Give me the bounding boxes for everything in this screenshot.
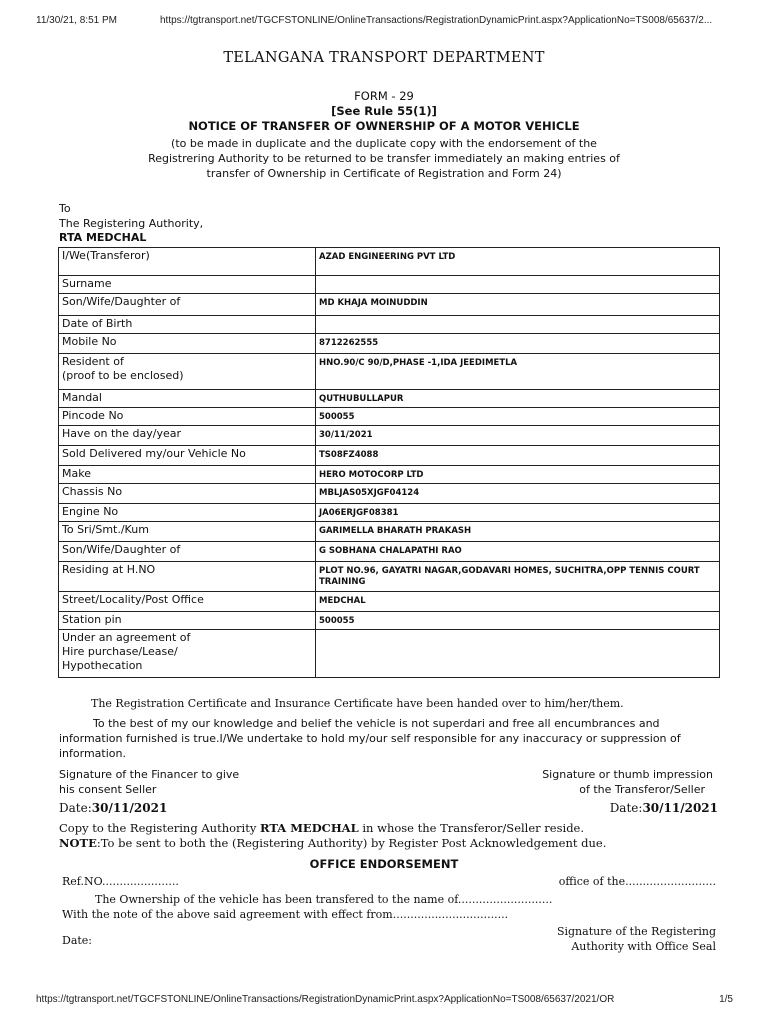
field-value: MD KHAJA MOINUDDIN bbox=[316, 294, 720, 316]
table-row bbox=[59, 504, 720, 522]
field-label: Make bbox=[59, 466, 316, 484]
endorsement-date: Date: bbox=[62, 934, 93, 947]
field-label: Sold Delivered my/our Vehicle No bbox=[59, 446, 316, 466]
financer-signature-label-1: Signature of the Financer to give bbox=[59, 768, 240, 781]
transferor-signature-label-2: of the Transferor/Seller bbox=[579, 783, 705, 796]
table-row bbox=[59, 334, 720, 354]
financer-date bbox=[59, 801, 167, 815]
field-value: JA06ERJGF08381 bbox=[316, 504, 720, 522]
field-label: Resident of (proof to be enclosed) bbox=[59, 354, 316, 390]
table-row bbox=[59, 354, 720, 390]
table-row bbox=[59, 390, 720, 408]
field-label: Have on the day/year bbox=[59, 426, 316, 446]
table-row bbox=[59, 630, 720, 678]
field-value: HNO.90/C 90/D,PHASE -1,IDA JEEDIMETLA bbox=[316, 354, 720, 390]
field-label: To Sri/Smt./Kum bbox=[59, 522, 316, 542]
field-label: Son/Wife/Daughter of bbox=[59, 294, 316, 316]
department-title: TELANGANA TRANSPORT DEPARTMENT bbox=[223, 50, 545, 66]
field-value: PLOT NO.96, GAYATRI NAGAR,GODAVARI HOMES, SUCHITRA,OPP TENNIS COURT TRAINING bbox=[316, 562, 720, 592]
page-number: 1/5 bbox=[719, 994, 733, 1005]
copy-to-line bbox=[59, 821, 584, 835]
table-row bbox=[59, 426, 720, 446]
instruction-line: transfer of Ownership in Certificate of Registration and Form 24) bbox=[206, 167, 562, 180]
transfer-details-table bbox=[58, 247, 720, 678]
table-row bbox=[59, 294, 720, 316]
field-label: Station pin bbox=[59, 612, 316, 630]
table-row bbox=[59, 484, 720, 504]
field-label: Surname bbox=[59, 276, 316, 294]
table-row bbox=[59, 562, 720, 592]
instruction-line: (to be made in duplicate and the duplicate copy with the endorsement of the bbox=[171, 137, 597, 150]
table-row bbox=[59, 542, 720, 562]
form-number: FORM - 29 bbox=[354, 89, 414, 103]
copy-authority: RTA MEDCHAL bbox=[259, 821, 359, 835]
office-of: office of the.......................... bbox=[558, 875, 716, 888]
field-label: Engine No bbox=[59, 504, 316, 522]
date-value: 30/11/2021 bbox=[642, 801, 718, 815]
ownership-transfer-line: The Ownership of the vehicle has been transfered to the name of........................... bbox=[95, 893, 553, 906]
certificate-statement: The Registration Certificate and Insurance Certificate have been handed over to him/her/them. bbox=[91, 697, 624, 710]
registering-signature-label-2: Authority with Office Seal bbox=[571, 940, 716, 953]
field-value: 500055 bbox=[316, 408, 720, 426]
field-value bbox=[316, 316, 720, 334]
field-value bbox=[316, 276, 720, 294]
note-label: NOTE bbox=[59, 836, 97, 850]
table-row bbox=[59, 446, 720, 466]
table-row bbox=[59, 316, 720, 334]
field-label: Residing at H.NO bbox=[59, 562, 316, 592]
field-label: Chassis No bbox=[59, 484, 316, 504]
field-label: Street/Locality/Post Office bbox=[59, 592, 316, 612]
note-line bbox=[59, 836, 606, 850]
registering-signature-label-1: Signature of the Registering bbox=[556, 925, 716, 938]
note-text: :To be sent to both the (Registering Authority) by Register Post Acknowledgement due. bbox=[96, 836, 607, 850]
transferor-date bbox=[610, 801, 718, 815]
addressee: The Registering Authority, bbox=[59, 217, 204, 230]
rule-reference: [See Rule 55(1)] bbox=[331, 104, 437, 118]
field-value: 30/11/2021 bbox=[316, 426, 720, 446]
field-value: 8712262555 bbox=[316, 334, 720, 354]
field-label: Pincode No bbox=[59, 408, 316, 426]
field-label: Son/Wife/Daughter of bbox=[59, 542, 316, 562]
field-value: HERO MOTOCORP LTD bbox=[316, 466, 720, 484]
date-label: Date: bbox=[609, 801, 643, 815]
print-url-footer: https://tgtransport.net/TGCFSTONLINE/OnlineTransactions/RegistrationDynamicPrint.aspx?ApplicationNo=TS008/65637/2021/OR bbox=[36, 994, 615, 1005]
authority-name: RTA MEDCHAL bbox=[59, 231, 147, 244]
field-label: Under an agreement of Hire purchase/Lease/ Hypothecation bbox=[59, 630, 316, 678]
field-value: TS08FZ4088 bbox=[316, 446, 720, 466]
table-row bbox=[59, 248, 720, 276]
print-timestamp: 11/30/21, 8:51 PM bbox=[36, 15, 117, 26]
date-value: 30/11/2021 bbox=[91, 801, 168, 815]
declaration-statement: To the best of my our knowledge and belief the vehicle is not superdari and free all encumbrances and information furnished is true.I/We undertake to hold my/our self responsible for any inaccuracy or suppression of information. bbox=[59, 717, 681, 760]
table-row bbox=[59, 276, 720, 294]
financer-signature-label-2: his consent Seller bbox=[59, 783, 157, 796]
field-value: AZAD ENGINEERING PVT LTD bbox=[316, 248, 720, 276]
transferor-signature-label-1: Signature or thumb impression bbox=[542, 768, 713, 781]
office-endorsement-heading: OFFICE ENDORSEMENT bbox=[309, 857, 459, 871]
print-url-header: https://tgtransport.net/TGCFSTONLINE/OnlineTransactions/RegistrationDynamicPrint.aspx?ApplicationNo=TS008/65637/2... bbox=[160, 15, 713, 26]
table-row bbox=[59, 612, 720, 630]
field-value: MEDCHAL bbox=[316, 592, 720, 612]
date-label: Date: bbox=[59, 801, 92, 815]
field-value: G SOBHANA CHALAPATHI RAO bbox=[316, 542, 720, 562]
field-value: 500055 bbox=[316, 612, 720, 630]
table-row bbox=[59, 592, 720, 612]
field-label: Mandal bbox=[59, 390, 316, 408]
field-value bbox=[316, 630, 720, 678]
notice-title: NOTICE OF TRANSFER OF OWNERSHIP OF A MOTOR VEHICLE bbox=[188, 119, 580, 133]
field-value: GARIMELLA BHARATH PRAKASH bbox=[316, 522, 720, 542]
field-value: QUTHUBULLAPUR bbox=[316, 390, 720, 408]
table-row bbox=[59, 408, 720, 426]
copy-prefix: Copy to the Registering Authority bbox=[59, 821, 260, 835]
ref-number: Ref.NO...................... bbox=[62, 875, 179, 888]
field-label: Mobile No bbox=[59, 334, 316, 354]
field-label: I/We(Transferor) bbox=[59, 248, 316, 276]
table-row bbox=[59, 522, 720, 542]
agreement-line: With the note of the above said agreement with effect from................................. bbox=[62, 908, 509, 921]
instructions bbox=[0, 136, 768, 181]
field-label: Date of Birth bbox=[59, 316, 316, 334]
to-label: To bbox=[59, 202, 71, 215]
field-value: MBLJAS05XJGF04124 bbox=[316, 484, 720, 504]
instruction-line: Registrering Authority to be returned to be transfer immediately an making entries of bbox=[148, 152, 620, 165]
copy-suffix: in whose the Transferor/Seller reside. bbox=[358, 821, 585, 835]
table-row bbox=[59, 466, 720, 484]
